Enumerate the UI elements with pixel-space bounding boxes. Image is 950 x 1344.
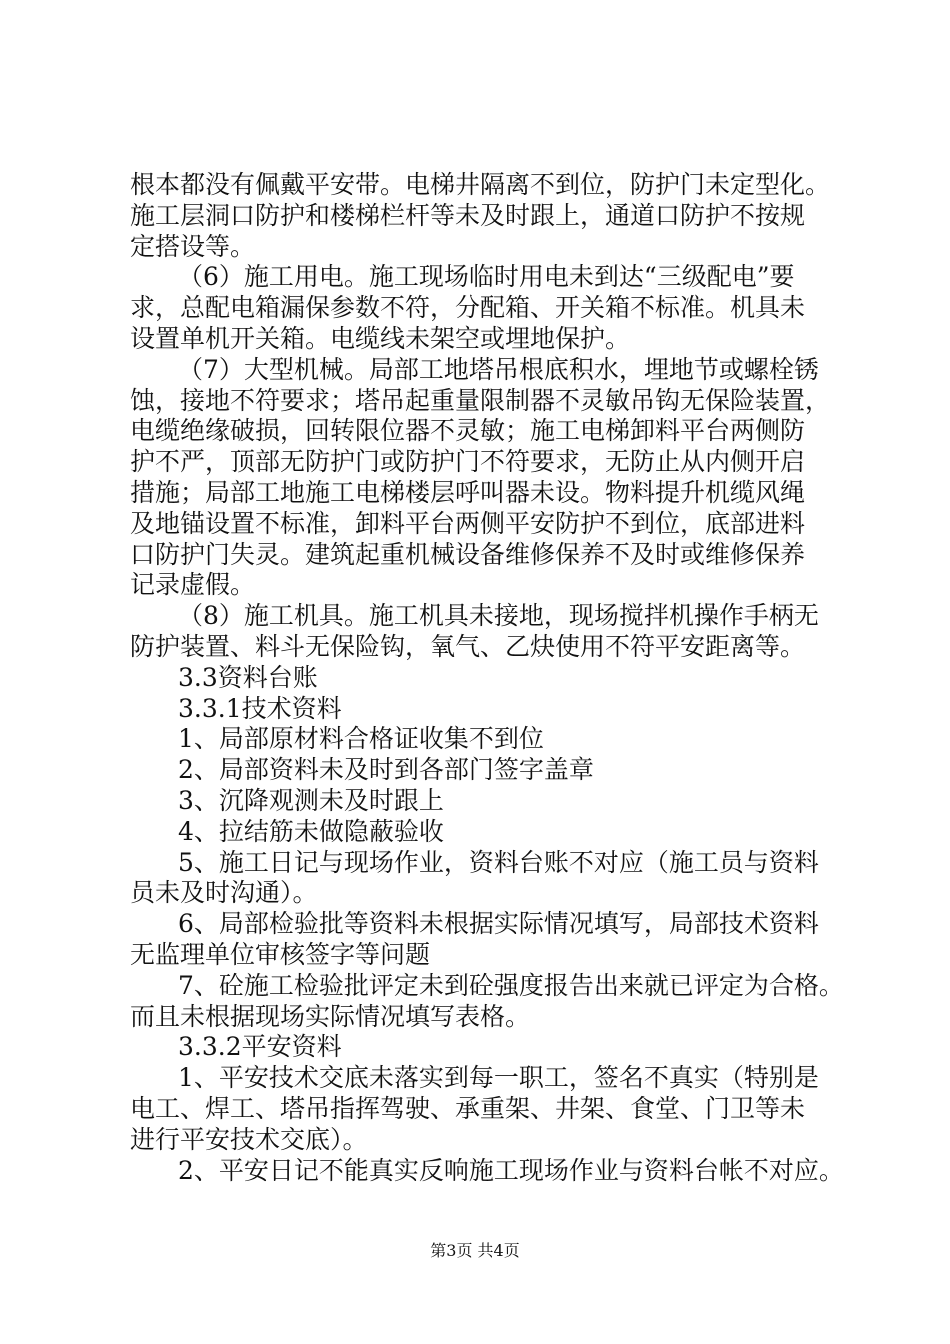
text-line: 记录虚假。 xyxy=(130,570,256,600)
text-line: （7）大型机械。局部工地塔吊根底积水，埋地节或螺栓锈 xyxy=(178,354,819,384)
text-line: 及地锚设置不标准，卸料平台两侧平安防护不到位，底部进料 xyxy=(130,508,806,538)
document-body xyxy=(130,170,850,1186)
list-item: 1、局部原材料合格证收集不到位 xyxy=(178,724,544,754)
list-item: 3、沉降观测未及时跟上 xyxy=(178,785,444,815)
section-heading: 3.3资料台账 xyxy=(178,662,318,692)
text-line: 施工层洞口防护和楼梯栏杆等未及时跟上，通道口防护不按规 xyxy=(130,200,806,230)
text-line: 无监理单位审核签字等问题 xyxy=(130,939,431,969)
text-line: 口防护门失灵。建筑起重机械设备维修保养不及时或维修保养 xyxy=(130,539,806,569)
text-line: 护不严，顶部无防护门或防护门不符要求，无防止从内侧开启 xyxy=(130,447,806,477)
text-line: 设置单机开关箱。电缆线未架空或埋地保护。 xyxy=(130,323,631,353)
text-line: 进行平安技术交底）。 xyxy=(130,1124,368,1154)
list-item: 5、施工日记与现场作业，资料台账不对应（施工员与资料 xyxy=(178,847,819,877)
text-line: 而且未根据现场实际情况填写表格。 xyxy=(130,1001,531,1031)
text-line: 根本都没有佩戴平安带。电梯井隔离不到位，防护门未定型化。 xyxy=(130,170,831,199)
subsection-heading: 3.3.2平安资料 xyxy=(178,1032,342,1062)
subsection-heading: 3.3.1技术资料 xyxy=(178,693,342,723)
text-line: 定搭设等。 xyxy=(130,231,256,261)
text-line: （6）施工用电。施工现场临时用电未到达“三级配电”要 xyxy=(178,262,795,292)
list-item: 6、局部检验批等资料未根据实际情况填写，局部技术资料 xyxy=(178,909,819,939)
text-line: 蚀，接地不符要求；塔吊起重量限制器不灵敏吊钩无保险装置， xyxy=(130,385,831,415)
text-line: 电工、焊工、塔吊指挥驾驶、承重架、井架、食堂、门卫等未 xyxy=(130,1093,806,1123)
list-item: 2、平安日记不能真实反响施工现场作业与资料台帐不对应。 xyxy=(178,1155,844,1185)
text-line: 员未及时沟通）。 xyxy=(130,878,318,908)
text-line: 求，总配电箱漏保参数不符，分配箱、开关箱不标准。机具未 xyxy=(130,293,806,323)
page-footer: 第3页 共4页 xyxy=(430,1241,520,1260)
text-line: 防护装置、料斗无保险钩，氧气、乙炔使用不符平安距离等。 xyxy=(130,631,806,661)
list-item: 4、拉结筋未做隐蔽验收 xyxy=(178,816,444,846)
text-line: （8）施工机具。施工机具未接地，现场搅拌机操作手柄无 xyxy=(178,601,819,631)
text-line: 措施；局部工地施工电梯楼层呼叫器未设。物料提升机缆风绳 xyxy=(130,477,806,507)
list-item: 1、平安技术交底未落实到每一职工，签名不真实（特别是 xyxy=(178,1063,819,1093)
text-line: 电缆绝缘破损，回转限位器不灵敏；施工电梯卸料平台两侧防 xyxy=(130,416,806,446)
list-item: 2、局部资料未及时到各部门签字盖章 xyxy=(178,755,594,785)
list-item: 7、砼施工检验批评定未到砼强度报告出来就已评定为合格。 xyxy=(178,970,844,1000)
